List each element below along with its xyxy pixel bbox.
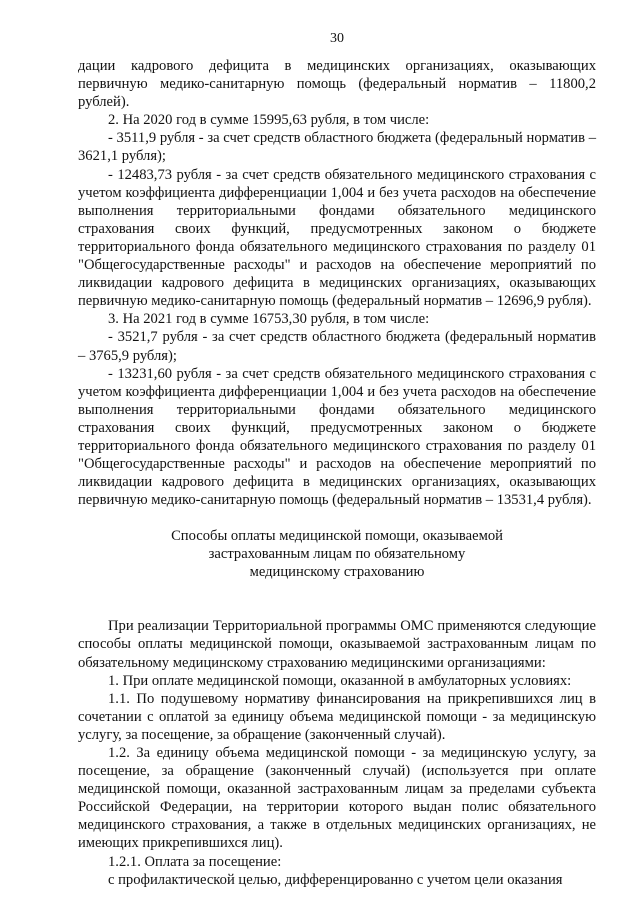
top-text-block: [78, 57, 596, 509]
section-heading: [78, 527, 596, 581]
paragraph: - 3521,7 рубля - за счет средств областного бюджета (федеральный норматив – 3765,9 рубля);: [78, 329, 596, 364]
paragraph: 1.2.1. Оплата за посещение:: [108, 853, 282, 870]
section-heading-line: Способы оплаты медицинской помощи, оказываемой: [171, 528, 503, 545]
paragraph: 2. На 2020 год в сумме 15995,63 рубля, в том числе:: [108, 112, 430, 129]
bottom-text-block: [78, 617, 596, 888]
paragraph: 3. На 2021 год в сумме 16753,30 рубля, в том числе:: [108, 311, 430, 328]
section-heading-line: медицинскому страхованию: [249, 564, 425, 581]
paragraph: - 13231,60 рубля - за счет средств обязательного медицинского страхования с учетом коэффициента дифференциации 1,004 и без учета расходов на обеспечение выполнения территориальными фондами обязательного медицинского страхования своих функций, предусмотренных законом о бюджете территориального фонда обязательного медицинского страхования по разделу 01 "Общегосударственные расходы" и расходов на обеспечение мероприятий по ликвидации кадрового дефицита в медицинских организациях, оказывающих первичную медико-санитарную помощь (федеральный норматив – 13531,4 рубля).: [78, 365, 596, 509]
paragraph: При реализации Территориальной программы ОМС применяются следующие способы оплаты медицинской помощи, оказываемой застрахованным лицам по обязательному медицинскому страхованию медицинскими организациями:: [78, 618, 596, 671]
paragraph: с профилактической целью, дифференцированно с учетом цели оказания: [108, 871, 563, 888]
paragraph: - 12483,73 рубля - за счет средств обязательного медицинского страхования с учетом коэффициента дифференциации 1,004 и без учета расходов на обеспечение выполнения территориальными фондами обязательного медицинского страхования своих функций, предусмотренных законом о бюджете территориального фонда обязательного медицинского страхования по разделу 01 "Общегосударственные расходы" и расходов на обеспечение мероприятий по ликвидации кадрового дефицита в медицинских организациях, оказывающих первичную медико-санитарную помощь (федеральный норматив – 12696,9 рубля).: [78, 166, 596, 310]
paragraph: 1.1. По подушевому нормативу финансирования на прикрепившихся лиц в сочетании с оплатой за единицу объема медицинской помощи - за медицинскую услугу, за посещение, за обращение (законченный случай).: [78, 690, 596, 743]
paragraph: 1. При оплате медицинской помощи, оказанной в амбулаторных условиях:: [108, 672, 572, 689]
paragraph: 1.2. За единицу объема медицинской помощи - за медицинскую услугу, за посещение, за обращение (законченный случай) (используется при оплате медицинской помощи, оказанной застрахованным лицам за пределами субъекта Российской Федерации, на территории которого выдан полис обязательного медицинского страхования, а также в отдельных медицинских организациях, не имеющих прикрепившихся лиц).: [78, 745, 596, 852]
paragraph: - 3511,9 рубля - за счет средств областного бюджета (федеральный норматив – 3621,1 рубля);: [78, 130, 596, 165]
page-number: 30: [330, 31, 344, 46]
section-heading-line: застрахованным лицам по обязательному: [208, 546, 466, 563]
paragraph: дации кадрового дефицита в медицинских организациях, оказывающих первичную медико-санитарную помощь (федеральный норматив – 11800,2 рублей).: [78, 58, 596, 111]
